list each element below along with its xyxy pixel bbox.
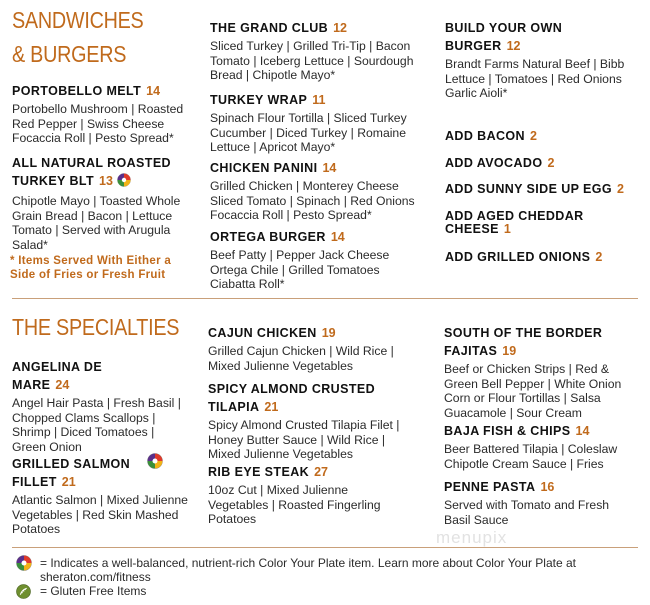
color-plate-legend: = Indicates a well-balanced, nutrient-rich Color Your Plate item. Learn more about Color Your Plate at sheraton.com/fitness bbox=[40, 556, 576, 584]
item-price: 13 bbox=[99, 174, 113, 188]
menu-item-tilapia bbox=[208, 380, 418, 462]
item-desc: Spinach Flour Tortilla | Sliced Turkey Cucumber | Diced Turkey | Romaine Lettuce | Apricot Mayo* bbox=[210, 111, 407, 155]
addon-avocado bbox=[445, 157, 555, 170]
item-desc: Brandt Farms Natural Beef | Bibb Lettuce | Tomatoes | Red Onions Garlic Aioli* bbox=[445, 57, 625, 101]
item-price: 14 bbox=[330, 230, 345, 244]
menu-item-angelina bbox=[12, 358, 190, 454]
item-desc: Portobello Mushroom | Roasted Red Pepper | Swiss Cheese Focaccia Roll | Pesto Spread* bbox=[12, 102, 184, 146]
item-name: BAJA FISH & CHIPS bbox=[444, 424, 571, 438]
item-desc: Atlantic Salmon | Mixed Julienne Vegetables | Red Skin Mashed Potatoes bbox=[12, 493, 188, 537]
item-price: 24 bbox=[55, 378, 70, 392]
item-name: THE GRAND CLUB bbox=[210, 21, 329, 35]
item-price: 14 bbox=[322, 161, 337, 175]
addon-price: 2 bbox=[617, 182, 625, 196]
addon-label: ADD GRILLED ONIONS bbox=[445, 250, 591, 264]
gluten-free-icon bbox=[16, 584, 31, 604]
item-price: 21 bbox=[61, 475, 76, 489]
addon-label: ADD SUNNY SIDE UP EGG bbox=[445, 182, 612, 196]
item-price: 12 bbox=[333, 21, 348, 35]
item-price: 16 bbox=[540, 480, 555, 494]
item-desc: 10oz Cut | Mixed Julienne Vegetables | Roasted Fingerling Potatoes bbox=[208, 483, 381, 527]
menu-item-build-burger bbox=[445, 19, 641, 101]
item-name: PORTOBELLO MELT bbox=[12, 84, 142, 98]
item-price: 14 bbox=[146, 84, 161, 98]
sides-note: * Items Served With Either a Side of Fries or Fresh Fruit bbox=[10, 255, 172, 281]
sandwiches-title-line1: SANDWICHES bbox=[12, 7, 144, 33]
item-desc: Served with Tomato and Fresh Basil Sauce bbox=[444, 498, 610, 527]
addon-price: 1 bbox=[503, 222, 512, 236]
item-name: BUILD YOUR OWN BURGER bbox=[445, 21, 563, 53]
item-name: CAJUN CHICKEN bbox=[208, 326, 317, 340]
item-desc: Beef or Chicken Strips | Red & Green Bell Pepper | White Onion Corn or Flour Tortillas | Salsa Guacamole | Sour Cream bbox=[444, 362, 622, 420]
item-price: 19 bbox=[321, 326, 336, 340]
addon-label: ADD BACON bbox=[445, 129, 525, 143]
item-name: RIB EYE STEAK bbox=[208, 465, 310, 479]
addon-label: ADD AGED CHEDDAR CHEESE bbox=[445, 209, 584, 236]
addon-egg bbox=[445, 183, 624, 196]
item-name: ANGELINA DE MARE bbox=[12, 360, 103, 392]
menu-item-salmon bbox=[12, 455, 188, 537]
item-name: ALL NATURAL ROASTED TURKEY BLT bbox=[12, 156, 171, 188]
item-desc: Beer Battered Tilapia | Coleslaw Chipotle Cream Sauce | Fries bbox=[444, 442, 618, 471]
menu-item-turkey-blt bbox=[12, 154, 194, 252]
item-name: SOUTH OF THE BORDER FAJITAS bbox=[444, 326, 603, 358]
menu-item-chicken-panini bbox=[210, 159, 424, 223]
addon-bacon bbox=[445, 130, 537, 143]
menu-item-ortega-burger bbox=[210, 228, 396, 292]
item-desc: Chipotle Mayo | Toasted Whole Grain Bread | Bacon | Lettuce Tomato | Served with Arugula Salad* bbox=[12, 194, 181, 252]
section-divider bbox=[12, 298, 638, 299]
item-price: 14 bbox=[575, 424, 590, 438]
menu-item-grand-club bbox=[210, 19, 428, 83]
item-name: CHICKEN PANINI bbox=[210, 161, 318, 175]
item-name: TURKEY WRAP bbox=[210, 93, 308, 107]
item-price: 19 bbox=[502, 344, 517, 358]
item-desc: Grilled Cajun Chicken | Wild Rice | Mixed Julienne Vegetables bbox=[208, 344, 394, 373]
addon-price: 2 bbox=[547, 156, 555, 170]
menu-item-ribeye bbox=[208, 463, 408, 527]
menu-item-portobello bbox=[12, 82, 192, 146]
menu-item-fajitas bbox=[444, 324, 640, 420]
gluten-free-legend: = Gluten Free Items bbox=[40, 584, 147, 598]
footer-divider bbox=[12, 547, 638, 548]
item-desc: Grilled Chicken | Monterey Cheese Sliced Tomato | Spinach | Red Onions Focaccia Roll | Pesto Spread* bbox=[210, 179, 415, 223]
color-plate-icon bbox=[117, 173, 131, 192]
item-desc: Beef Patty | Pepper Jack Cheese Ortega Chile | Grilled Tomatoes Ciabatta Roll* bbox=[210, 248, 390, 292]
item-price: 21 bbox=[264, 400, 279, 414]
specialties-title: THE SPECIALTIES bbox=[12, 314, 180, 340]
menu-item-turkey-wrap bbox=[210, 91, 420, 155]
sandwiches-title-line2: & BURGERS bbox=[12, 41, 127, 67]
item-price: 11 bbox=[312, 93, 326, 107]
menu-item-baja bbox=[444, 422, 640, 471]
addon-cheddar bbox=[445, 210, 595, 236]
item-desc: Sliced Turkey | Grilled Tri-Tip | Bacon Tomato | Iceberg Lettuce | Sourdough Bread | Chipotle Mayo* bbox=[210, 39, 414, 83]
item-desc: Angel Hair Pasta | Fresh Basil | Chopped Clams Scallops | Shrimp | Diced Tomatoes | Green Onion bbox=[12, 396, 181, 454]
color-plate-icon bbox=[16, 555, 32, 576]
item-desc: Spicy Almond Crusted Tilapia Filet | Honey Butter Sauce | Wild Rice | Mixed Julienne Vegetables bbox=[208, 418, 400, 462]
menu-item-cajun bbox=[208, 324, 424, 373]
addon-label: ADD AVOCADO bbox=[445, 156, 543, 170]
item-name: SPICY ALMOND CRUSTED TILAPIA bbox=[208, 382, 376, 414]
item-price: 27 bbox=[314, 465, 328, 479]
item-name: PENNE PASTA bbox=[444, 480, 536, 494]
watermark-text: menupix bbox=[436, 528, 508, 547]
menu-item-penne bbox=[444, 478, 630, 527]
item-name: GRILLED SALMON FILLET bbox=[12, 457, 131, 489]
item-name: ORTEGA BURGER bbox=[210, 230, 326, 244]
color-plate-icon bbox=[147, 453, 163, 474]
item-price: 12 bbox=[506, 39, 521, 53]
addon-onions bbox=[445, 251, 603, 264]
addon-price: 2 bbox=[530, 129, 538, 143]
addon-price: 2 bbox=[595, 250, 603, 264]
